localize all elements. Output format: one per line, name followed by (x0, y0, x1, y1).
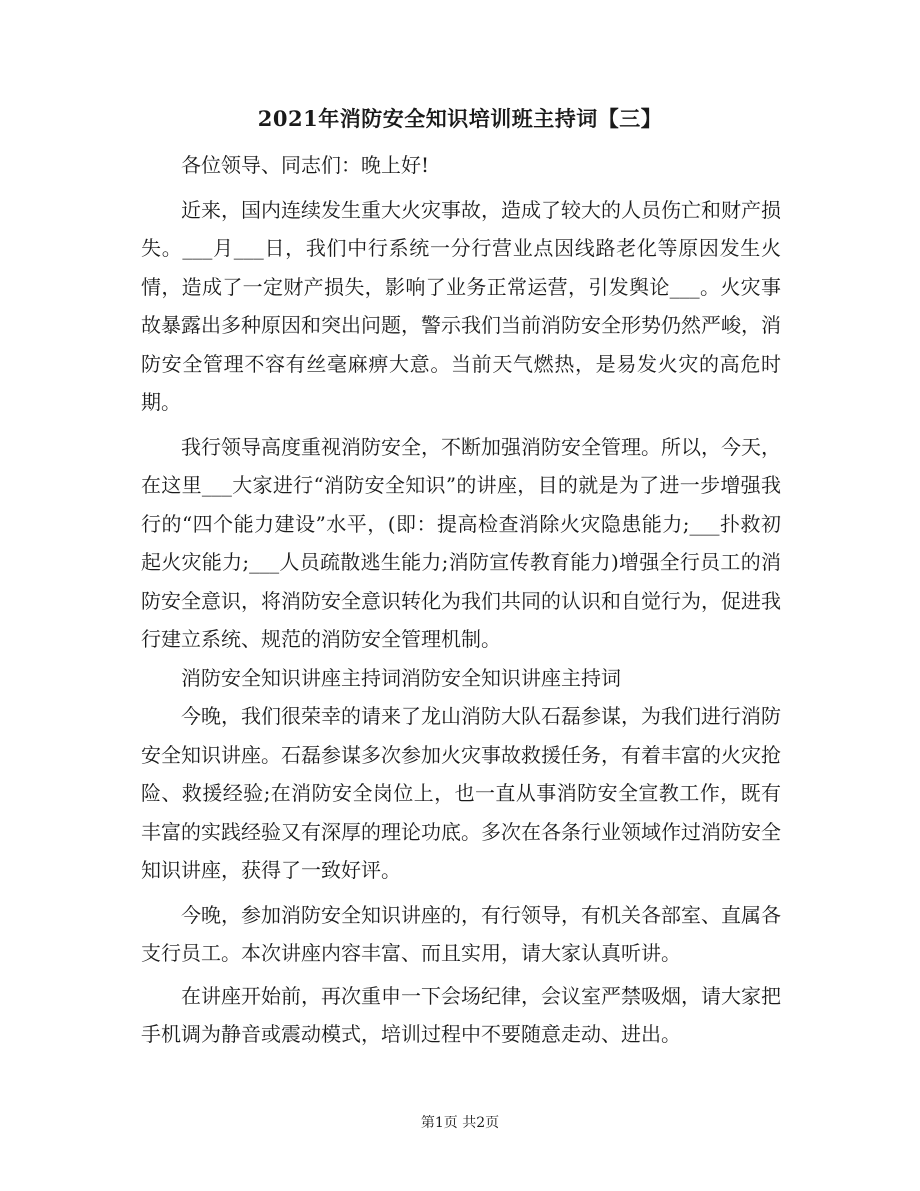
body-paragraph: 近来，国内连续发生重大火灾事故，造成了较大的人员伤亡和财产损失。___月___日，我们中行系统一分行营业点因线路老化等原因发生火情，造成了一定财产损失，影响了业务正常运营，引发舆论___。火灾事故暴露出多种原因和突出问题，警示我们当前消防安全形势仍然严峻，消防安全管理不容有丝毫麻痹大意。当前天气燃热，是易发火灾的高危时期。 (141, 197, 781, 414)
greeting-paragraph: 各位领导、同志们：晚上好! (181, 153, 430, 177)
body-paragraph: 今晚，我们很荣幸的请来了龙山消防大队石磊参谋，为我们进行消防安全知识讲座。石磊参谋多次参加火灾事故救援任务，有着丰富的火灾抢险、救援经验;在消防安全岗位上，也一直从事消防安全宣教工作，既有丰富的实践经验又有深厚的理论功底。多次在各条行业领域作过消防安全知识讲座，获得了一致好评。 (141, 704, 781, 882)
subheading-paragraph: 消防安全知识讲座主持词消防安全知识讲座主持词 (181, 665, 621, 690)
page-number-footer: 第1页 共2页 (420, 1115, 500, 1131)
document-title: 2021年消防安全知识培训班主持词【三】 (257, 106, 663, 131)
document-body (141, 146, 781, 1054)
body-paragraph: 在讲座开始前，再次重申一下会场纪律，会议室严禁吸烟，请大家把手机调为静音或震动模式，培训过程中不要随意走动、进出。 (141, 983, 781, 1046)
body-paragraph: 今晚，参加消防安全知识讲座的，有行领导，有机关各部室、直属各支行员工。本次讲座内容丰富、而且实用，请大家认真听讲。 (141, 902, 781, 965)
body-paragraph: 我行领导高度重视消防安全，不断加强消防安全管理。所以，今天，在这里___大家进行“消防安全知识”的讲座，目的就是为了进一步增强我行的“四个能力建设”水平，(即：提高检查消除火灾隐患能力;___扑救初起火灾能力;___人员疏散逃生能力;消防宣传教育能力)增强全行员工的消防安全意识，将消防安全意识转化为我们共同的认识和自觉行为，促进我行建立系统、规范的消防安全管理机制。 (141, 434, 781, 651)
